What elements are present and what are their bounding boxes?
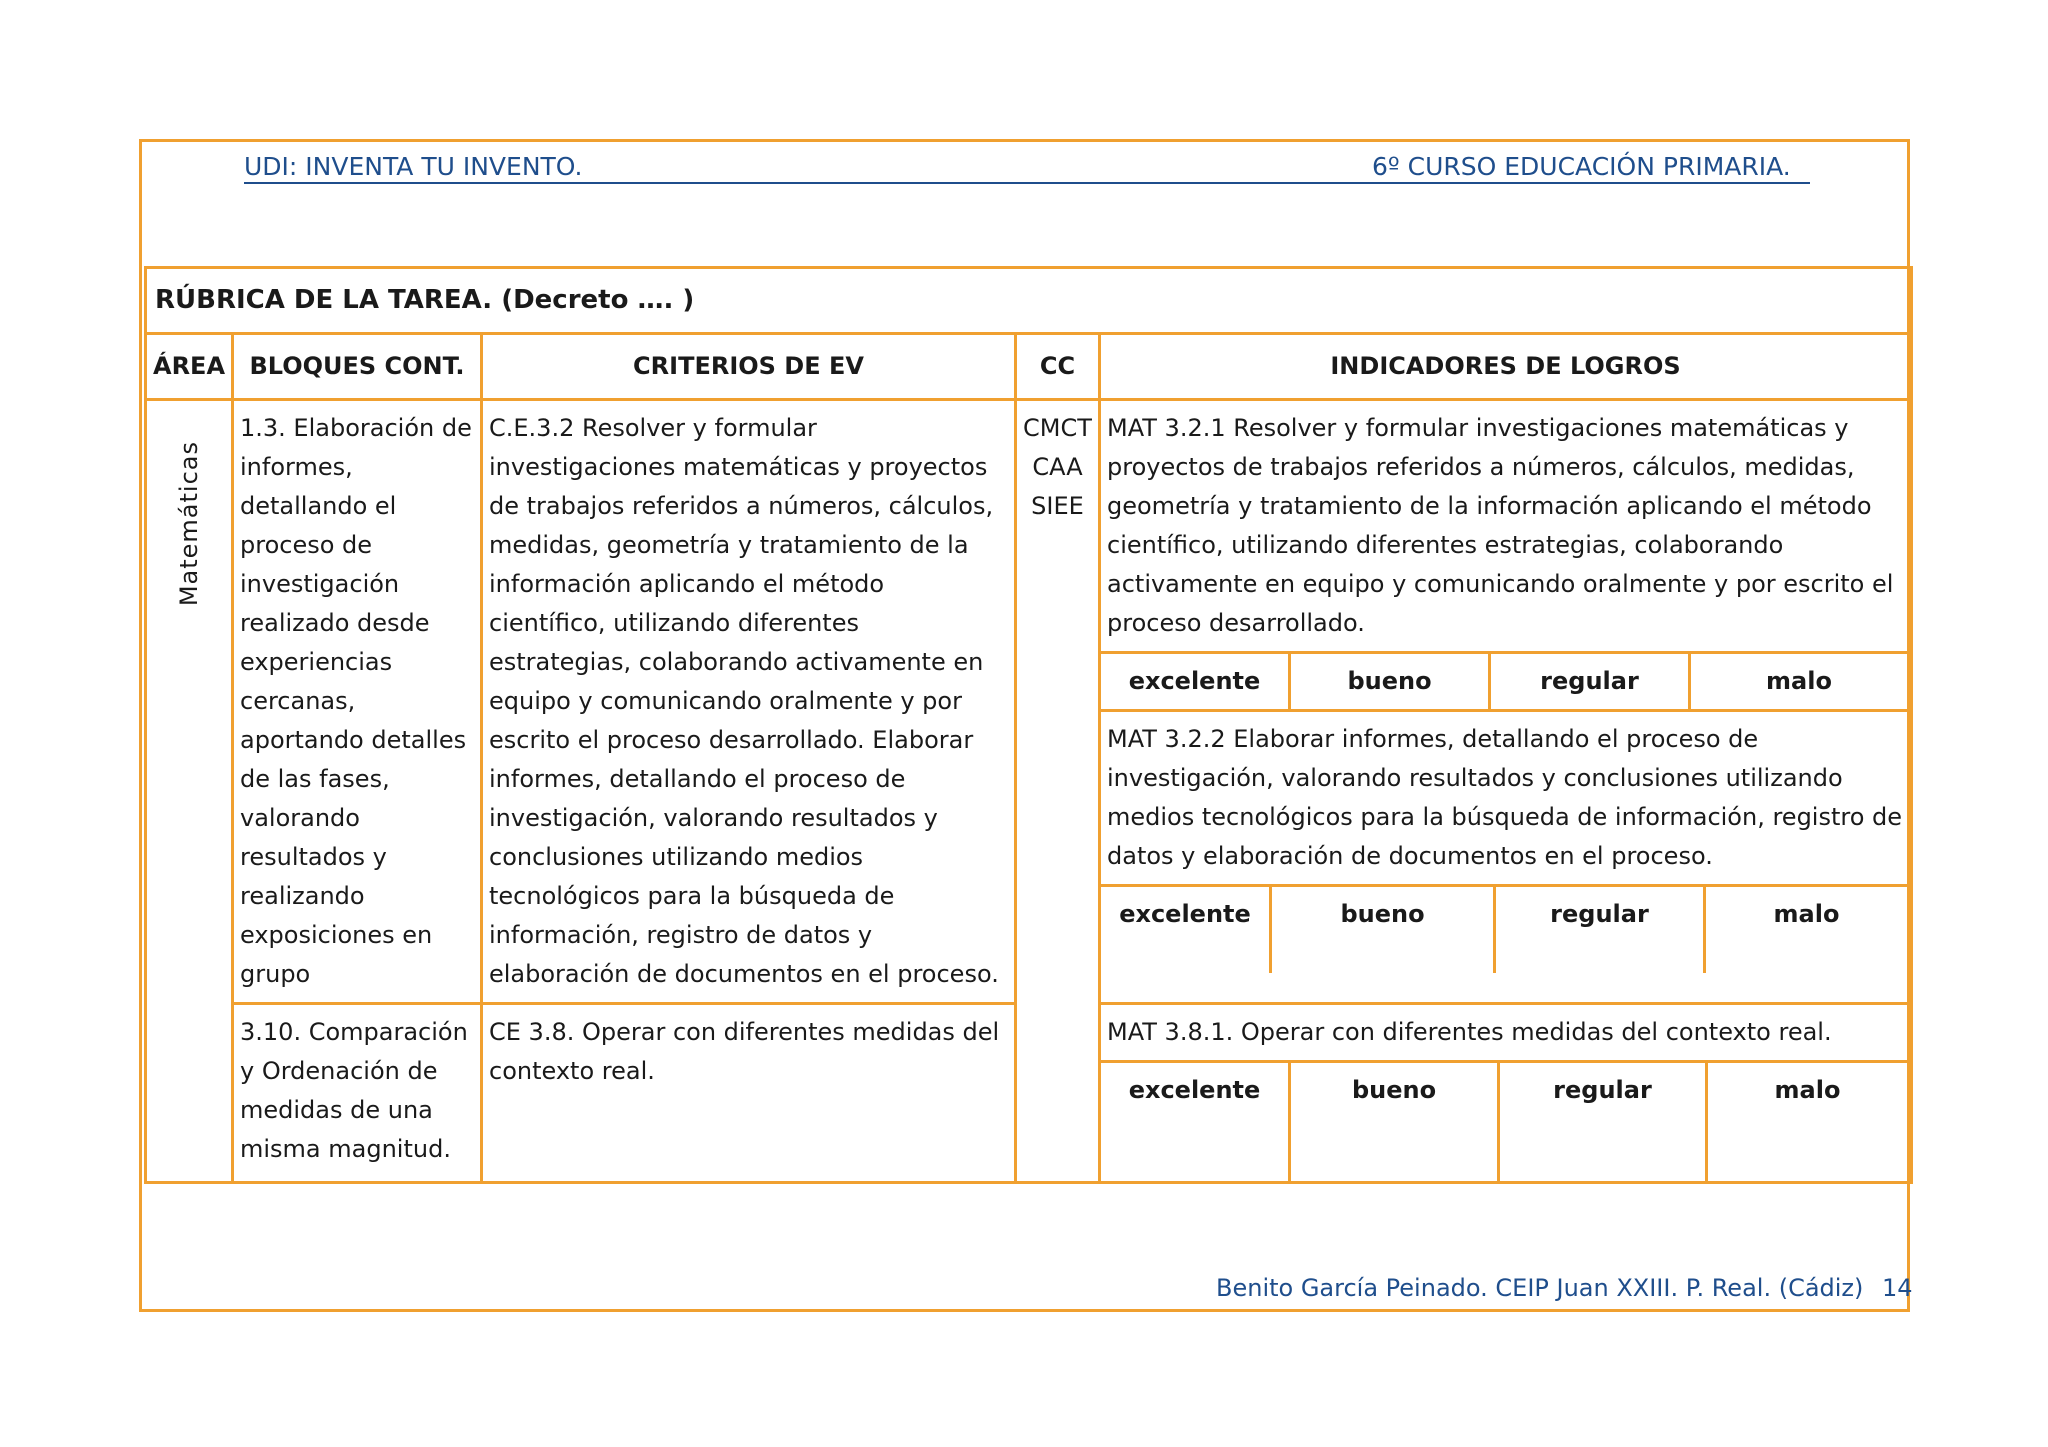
level-bueno: bueno xyxy=(1269,887,1493,973)
bloque-cell: 3.10. Comparación y Ordenación de medidas de una misma magnitud. xyxy=(233,1004,482,1183)
criterio-cell: CE 3.8. Operar con diferentes medidas del contexto real. xyxy=(482,1004,1016,1183)
col-header-cc: CC xyxy=(1016,334,1100,400)
cc-item: SIEE xyxy=(1031,492,1084,520)
table-row xyxy=(146,400,1912,1004)
col-header-indicadores: INDICADORES DE LOGROS xyxy=(1100,334,1912,400)
indicators-cell xyxy=(1100,400,1912,1004)
course-title: 6º CURSO EDUCACIÓN PRIMARIA. xyxy=(1372,152,1791,181)
footer-author: Benito García Peinado. CEIP Juan XXIII. P. Real. (Cádiz) xyxy=(1216,1274,1864,1302)
area-cell xyxy=(146,400,233,1183)
rubric-table xyxy=(144,266,1913,1184)
levels-row xyxy=(1101,1060,1910,1181)
area-label: Matemáticas xyxy=(174,441,203,607)
page-number: 14 xyxy=(1882,1274,1913,1302)
cc-item: CAA xyxy=(1032,453,1083,481)
unit-title: UDI: INVENTA TU INVENTO. xyxy=(244,152,583,181)
level-excelente: excelente xyxy=(1128,1076,1261,1104)
level-regular: regular xyxy=(1497,1063,1705,1181)
level-excelente: excelente xyxy=(1128,667,1261,695)
header-underline xyxy=(244,182,1810,184)
level-malo: malo xyxy=(1705,1063,1907,1181)
criterio-cell: C.E.3.2 Resolver y formular investigaciones matemáticas y proyectos de trabajos referidos a números, cálculos, medidas, geometría y tratamiento de la información aplicando el método científico, utilizando diferentes estrategias, colaborando activamente en equipo y comunicando oralmente y por escrito el proceso desarrollado. Elaborar informes, detallando el proceso de investigación, valorando resultados y conclusiones utilizando medios tecnológicos para la búsqueda de información, registro de datos y elaboración de documentos en el proceso. xyxy=(482,400,1016,1004)
indicators-cell xyxy=(1100,1004,1912,1183)
level-malo: malo xyxy=(1688,654,1907,709)
level-excelente: excelente xyxy=(1119,900,1251,928)
rubric-title: RÚBRICA DE LA TAREA. (Decreto …. ) xyxy=(146,268,1912,334)
indicator-text: MAT 3.2.2 Elaborar informes, detallando el proceso de investigación, valorando resultados y conclusiones utilizando medios tecnológicos para la búsqueda de información, registro de datos y elaboración de documentos en el proceso. xyxy=(1101,709,1910,884)
col-header-bloques: BLOQUES CONT. xyxy=(233,334,482,400)
col-header-area: ÁREA xyxy=(146,334,233,400)
indicator-text: MAT 3.2.1 Resolver y formular investigaciones matemáticas y proyectos de trabajos referidos a números, cálculos, medidas, geometría y tratamiento de la información aplicando el método científico, utilizando diferentes estrategias, colaborando activamente en equipo y comunicando oralmente y por escrito el proceso desarrollado. xyxy=(1107,414,1894,637)
level-regular: regular xyxy=(1488,654,1688,709)
level-regular: regular xyxy=(1493,887,1703,973)
cc-item: CMCT xyxy=(1023,414,1092,442)
indicator-text: MAT 3.8.1. Operar con diferentes medidas del contexto real. xyxy=(1107,1018,1832,1046)
bloque-cell: 1.3. Elaboración de informes, detallando el proceso de investigación realizado desde experiencias cercanas, aportando detalles de las fases, valorando resultados y realizando exposiciones en grupo xyxy=(233,400,482,1004)
level-malo: malo xyxy=(1703,887,1907,973)
level-bueno: bueno xyxy=(1288,654,1488,709)
level-bueno: bueno xyxy=(1288,1063,1497,1181)
levels-row xyxy=(1101,884,1910,973)
levels-row xyxy=(1101,651,1910,709)
col-header-criterios: CRITERIOS DE EV xyxy=(482,334,1016,400)
cc-cell xyxy=(1016,400,1100,1183)
